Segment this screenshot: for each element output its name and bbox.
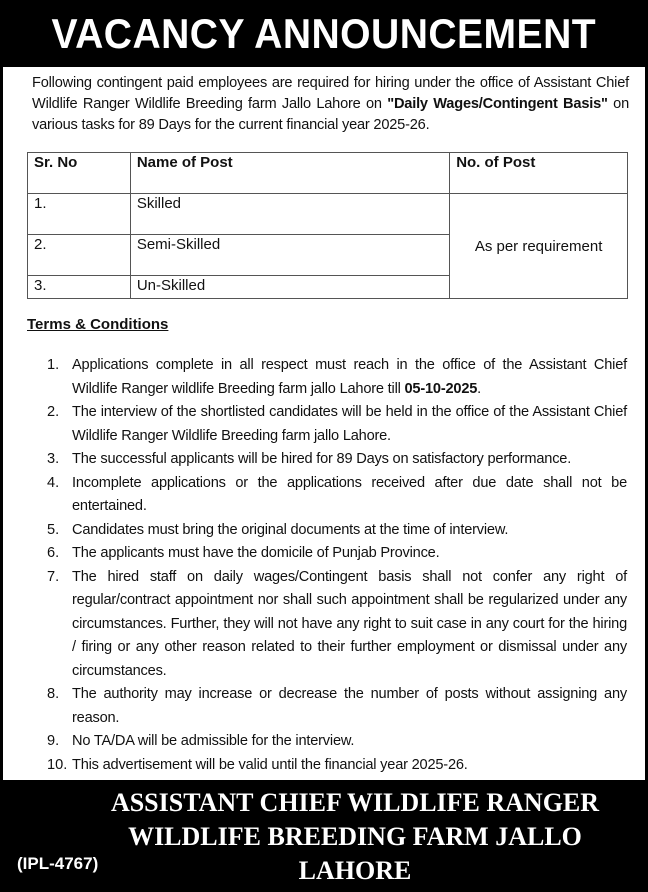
table-header-row bbox=[28, 153, 628, 194]
item-number: 2. bbox=[47, 404, 60, 420]
cell-sr: 1. bbox=[28, 194, 131, 235]
list-item bbox=[47, 754, 627, 778]
posts-table bbox=[27, 152, 628, 299]
intro-tail: on various tasks for 89 Days for the current financial year 2025-26. bbox=[32, 96, 629, 133]
header-banner bbox=[0, 0, 648, 67]
item-text: Candidates must bring the original documents at the time of interview. bbox=[72, 521, 509, 538]
terms-heading: Terms & Conditions bbox=[27, 316, 169, 333]
item-text: The applicants must have the domicile of Punjab Province. bbox=[72, 545, 440, 561]
item-text: The hired staff on daily wages/Contingent basis shall not confer any right of regular/contract appointment nor shall such appointment shall be regularized under any circumstances. Further, they will not have any right to suit case in any court for the hiring / firing or any other reason related to their further employment or dismissal under any circumstances. bbox=[72, 568, 627, 679]
item-number: 3. bbox=[47, 451, 60, 467]
item-number: 6. bbox=[47, 545, 60, 561]
item-number: 10. bbox=[47, 756, 68, 773]
intro-paragraph bbox=[32, 73, 629, 136]
cell-sr: 3. bbox=[28, 276, 131, 299]
item-text: No TA/DA will be admissible for the interview. bbox=[72, 733, 355, 749]
issuing-office bbox=[90, 786, 620, 888]
list-item bbox=[47, 519, 627, 543]
ipl-reference: (IPL-4767) bbox=[17, 854, 99, 873]
cell-post: Skilled bbox=[130, 194, 449, 235]
item-number: 5. bbox=[47, 521, 60, 538]
deadline-date: 05-10-2025 bbox=[404, 380, 478, 397]
item-text: The authority may increase or decrease the number of posts without assigning any reason. bbox=[72, 686, 627, 726]
table-row bbox=[28, 194, 628, 235]
item-number: 7. bbox=[47, 568, 60, 585]
list-item bbox=[47, 401, 627, 448]
list-item bbox=[47, 542, 627, 566]
page-title: VACANCY ANNOUNCEMENT bbox=[51, 9, 597, 57]
header-sr-no: Sr. No bbox=[28, 153, 131, 194]
item-number: 9. bbox=[47, 733, 60, 749]
office-line: ASSISTANT CHIEF WILDLIFE RANGER bbox=[110, 788, 600, 817]
item-text: This advertisement will be valid until the financial year 2025-26. bbox=[72, 756, 468, 773]
list-item bbox=[47, 354, 627, 401]
list-item bbox=[47, 730, 627, 754]
terms-list bbox=[47, 354, 627, 777]
intro-text: Following contingent paid employees are required for hiring under the office of Assistant Chief Wildlife Ranger Wildlife Breeding farm Jallo Lahore on bbox=[32, 75, 629, 112]
item-text bbox=[72, 354, 627, 401]
cell-sr: 2. bbox=[28, 235, 131, 276]
item-number: 1. bbox=[47, 357, 60, 373]
content-panel bbox=[3, 67, 645, 780]
office-line: LAHORE bbox=[298, 856, 412, 885]
item-text: Incomplete applications or the applications received after due date shall not be entertained. bbox=[72, 474, 627, 514]
item-text: The successful applicants will be hired for 89 Days on satisfactory performance. bbox=[72, 451, 572, 467]
list-item bbox=[47, 448, 627, 472]
header-no-of-post: No. of Post bbox=[450, 153, 628, 194]
item-number: 4. bbox=[47, 474, 60, 491]
cell-no-of-post: As per requirement bbox=[450, 194, 628, 299]
cell-post: Un-Skilled bbox=[130, 276, 449, 299]
item-text-tail: . bbox=[477, 380, 482, 397]
item-text-main: Applications complete in all respect must reach in the office of the Assistant Chief Wildlife Ranger wildlife Breeding farm jallo Lahore till bbox=[72, 357, 627, 397]
list-item bbox=[47, 683, 627, 730]
list-item bbox=[47, 472, 627, 519]
intro-bold: "Daily Wages/Contingent Basis" bbox=[387, 96, 608, 112]
header-name-of-post: Name of Post bbox=[130, 153, 449, 194]
footer-banner bbox=[0, 780, 648, 892]
list-item bbox=[47, 566, 627, 684]
cell-post: Semi-Skilled bbox=[130, 235, 449, 276]
item-text: The interview of the shortlisted candidates will be held in the office of the Assistant Chief Wildlife Ranger Wildlife Breeding farm jallo Lahore. bbox=[72, 404, 627, 444]
item-number: 8. bbox=[47, 686, 60, 702]
office-line: WILDLIFE BREEDING FARM JALLO bbox=[128, 822, 582, 851]
